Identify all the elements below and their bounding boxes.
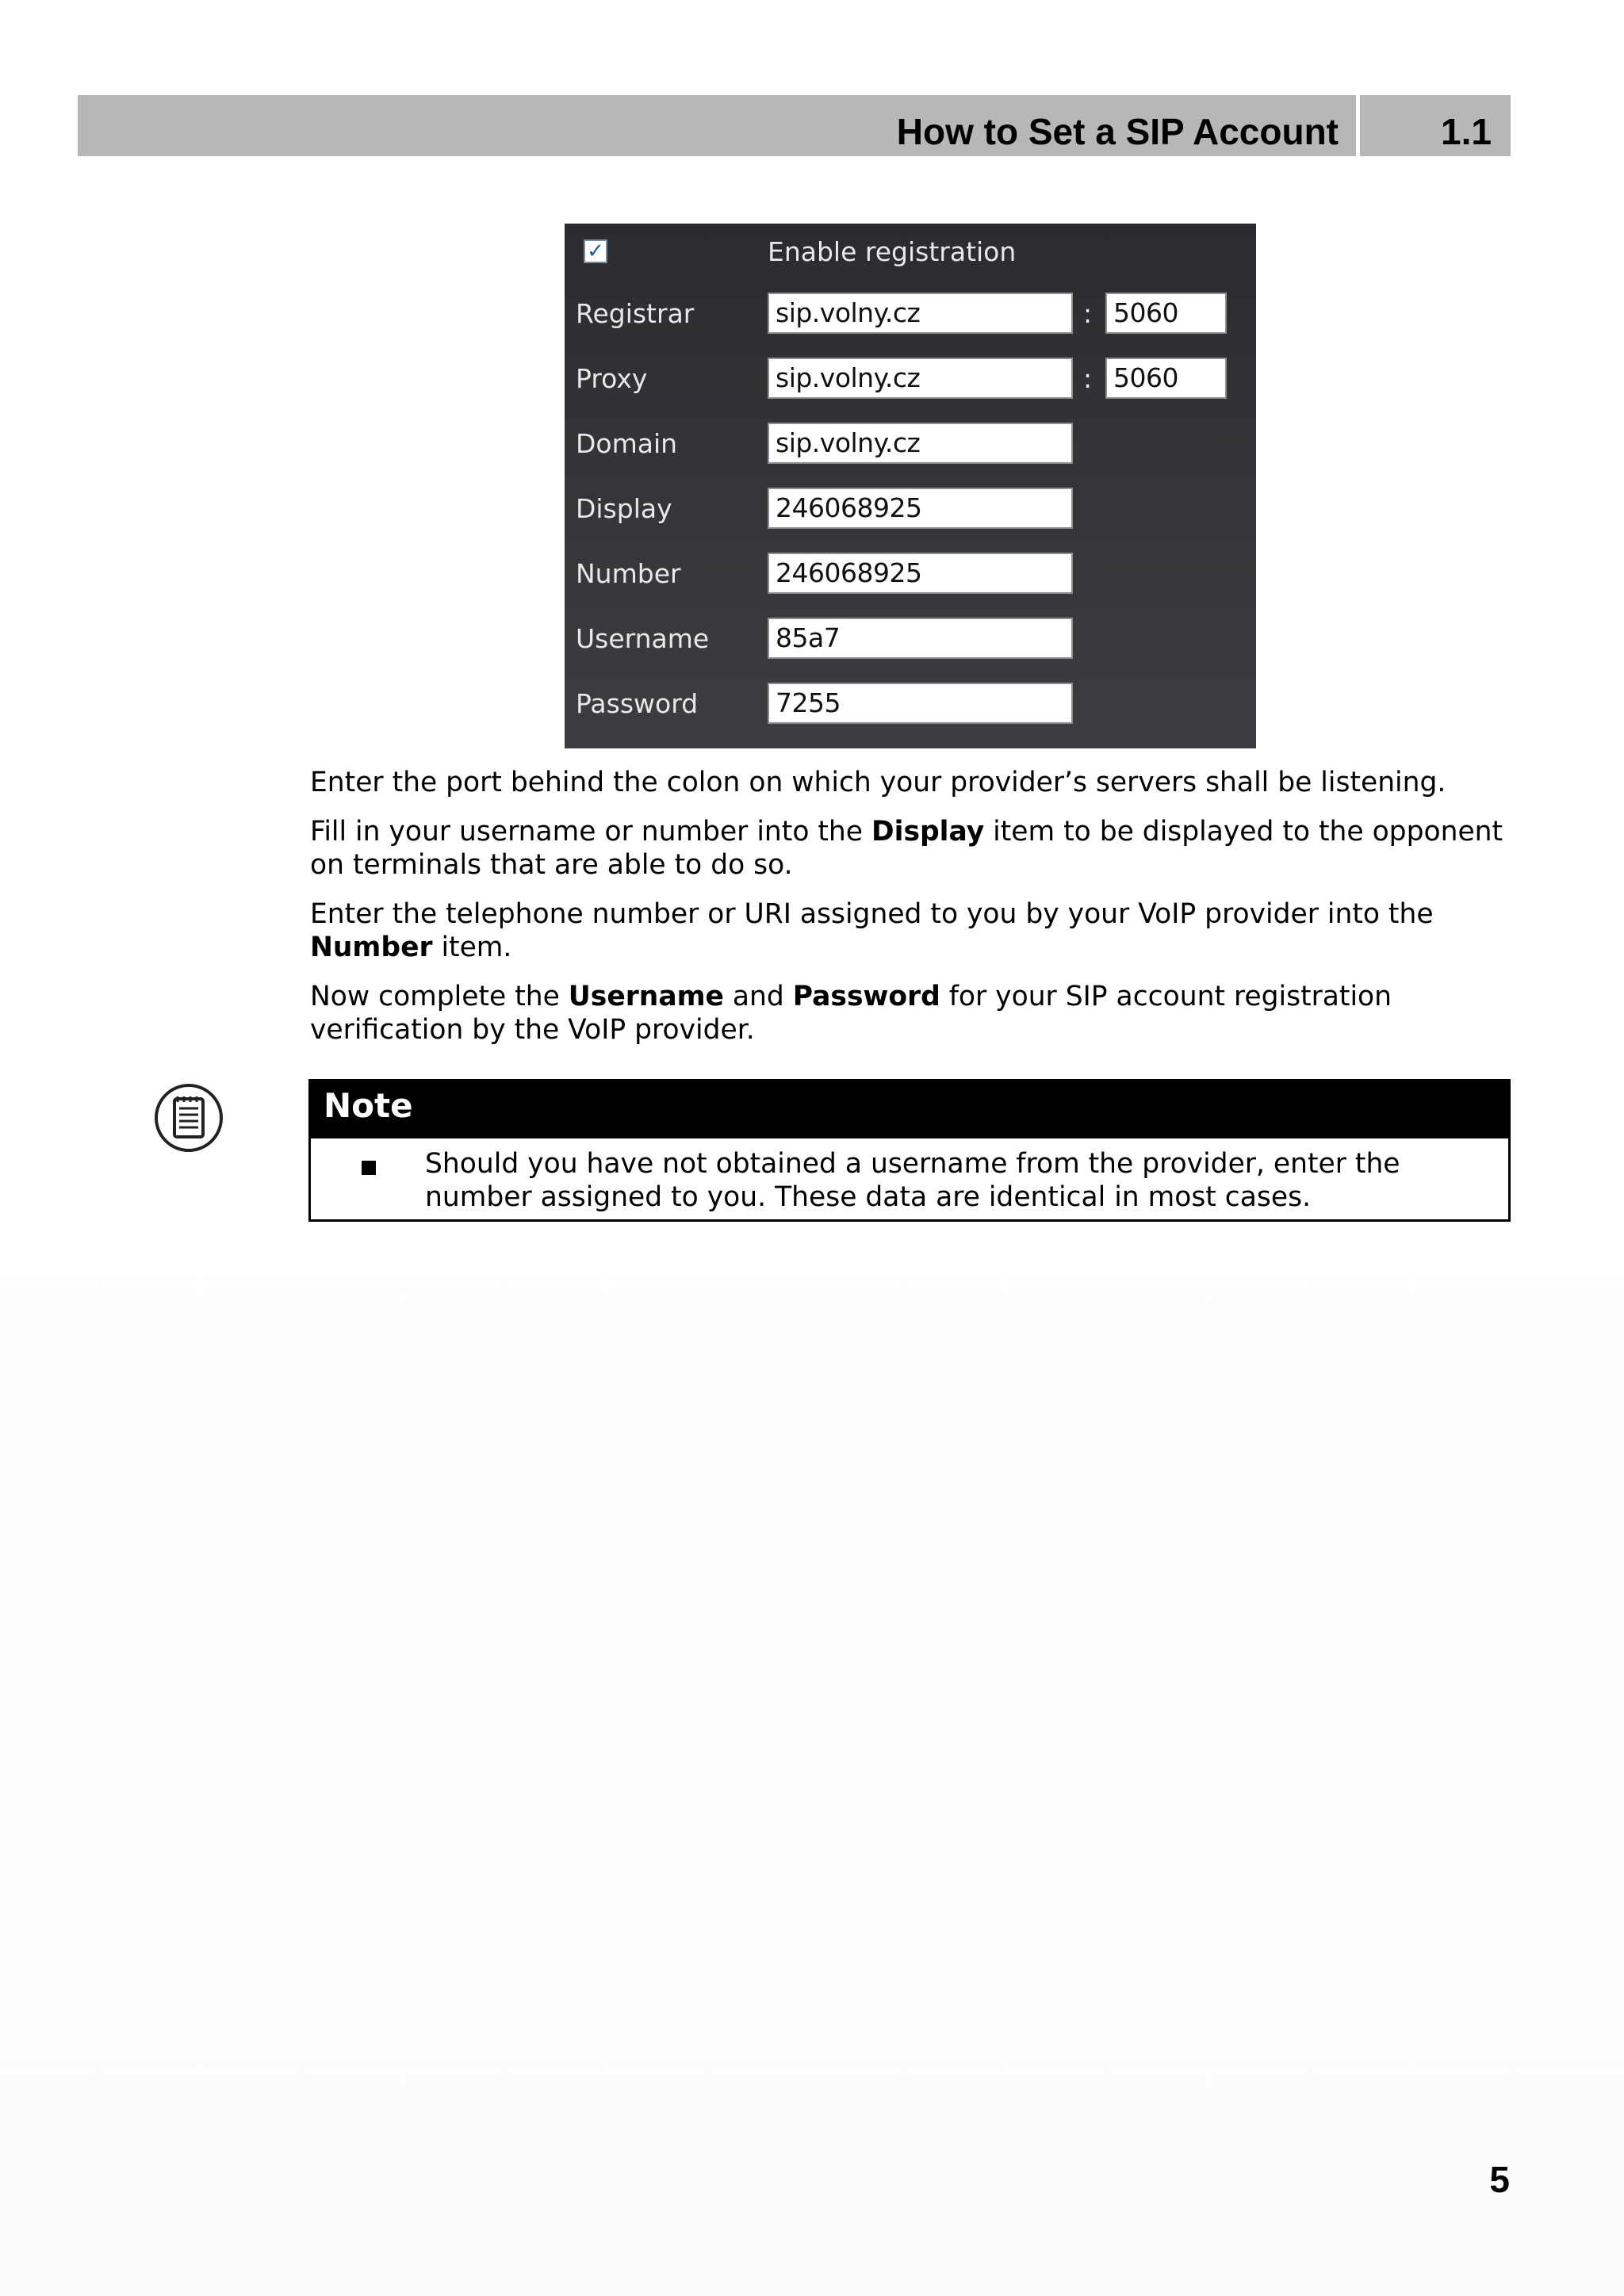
username-label: Username bbox=[576, 623, 710, 654]
bold-term: Password bbox=[792, 981, 940, 1012]
bullet-square-icon bbox=[362, 1161, 376, 1175]
notepad-icon bbox=[154, 1083, 224, 1153]
paragraph-display bbox=[310, 815, 1515, 882]
sip-settings-panel bbox=[565, 224, 1256, 748]
paragraph-text: for your SIP account registration verification by the VoIP provider. bbox=[310, 981, 1392, 1046]
registrar-port-separator: : bbox=[1083, 298, 1093, 329]
enable-registration-label: Enable registration bbox=[768, 236, 1017, 267]
password-field[interactable]: 7255 bbox=[768, 683, 1073, 724]
note-item: Should you have not obtained a username from the provider, enter the number assigned to you. These data are identical in most cases. bbox=[425, 1148, 1400, 1213]
number-field[interactable]: 246068925 bbox=[768, 553, 1073, 594]
paragraph-text: item. bbox=[432, 932, 512, 963]
proxy-port-field[interactable]: 5060 bbox=[1105, 358, 1227, 399]
display-field[interactable]: 246068925 bbox=[768, 488, 1073, 529]
header-bar bbox=[78, 95, 1356, 156]
section-number: 1.1 bbox=[1441, 111, 1492, 152]
paragraph-text: and bbox=[723, 981, 793, 1012]
number-label: Number bbox=[576, 558, 681, 589]
domain-field[interactable]: sip.volny.cz bbox=[768, 423, 1073, 464]
section-number-box bbox=[1360, 95, 1511, 156]
paragraph-credentials bbox=[310, 980, 1515, 1047]
registrar-field[interactable]: sip.volny.cz bbox=[768, 293, 1073, 334]
paragraph-port-text: Enter the port behind the colon on which your provider’s servers shall be listening. bbox=[310, 767, 1446, 798]
password-label: Password bbox=[576, 688, 699, 719]
enable-registration-checkbox[interactable]: ✓ bbox=[584, 239, 607, 263]
proxy-port-separator: : bbox=[1083, 363, 1093, 394]
registrar-label: Registrar bbox=[576, 298, 695, 329]
note-box bbox=[308, 1079, 1511, 1222]
paragraph-text: Fill in your username or number into the bbox=[310, 816, 871, 848]
page-number: 5 bbox=[1489, 2159, 1510, 2200]
bold-term: Number bbox=[310, 932, 433, 963]
paragraph-port bbox=[310, 766, 1515, 799]
registrar-port-field[interactable]: 5060 bbox=[1105, 293, 1227, 334]
note-title: Note bbox=[324, 1086, 413, 1125]
proxy-field[interactable]: sip.volny.cz bbox=[768, 358, 1073, 399]
paragraph-number bbox=[310, 897, 1515, 964]
paragraph-text: Now complete the bbox=[310, 981, 569, 1012]
username-field[interactable]: 85a7 bbox=[768, 618, 1073, 659]
paragraph-text: Enter the telephone number or URI assigned to you by your VoIP provider into the bbox=[310, 898, 1434, 930]
bold-term: Display bbox=[871, 816, 985, 848]
bold-term: Username bbox=[568, 981, 724, 1012]
display-label: Display bbox=[576, 493, 672, 524]
page-background bbox=[0, 1134, 1624, 2296]
proxy-label: Proxy bbox=[576, 363, 648, 394]
paragraph-text: item to be displayed to the opponent on terminals that are able to do so. bbox=[310, 816, 1503, 881]
page-title: How to Set a SIP Account bbox=[896, 111, 1339, 152]
domain-label: Domain bbox=[576, 428, 678, 459]
note-header bbox=[311, 1081, 1508, 1138]
